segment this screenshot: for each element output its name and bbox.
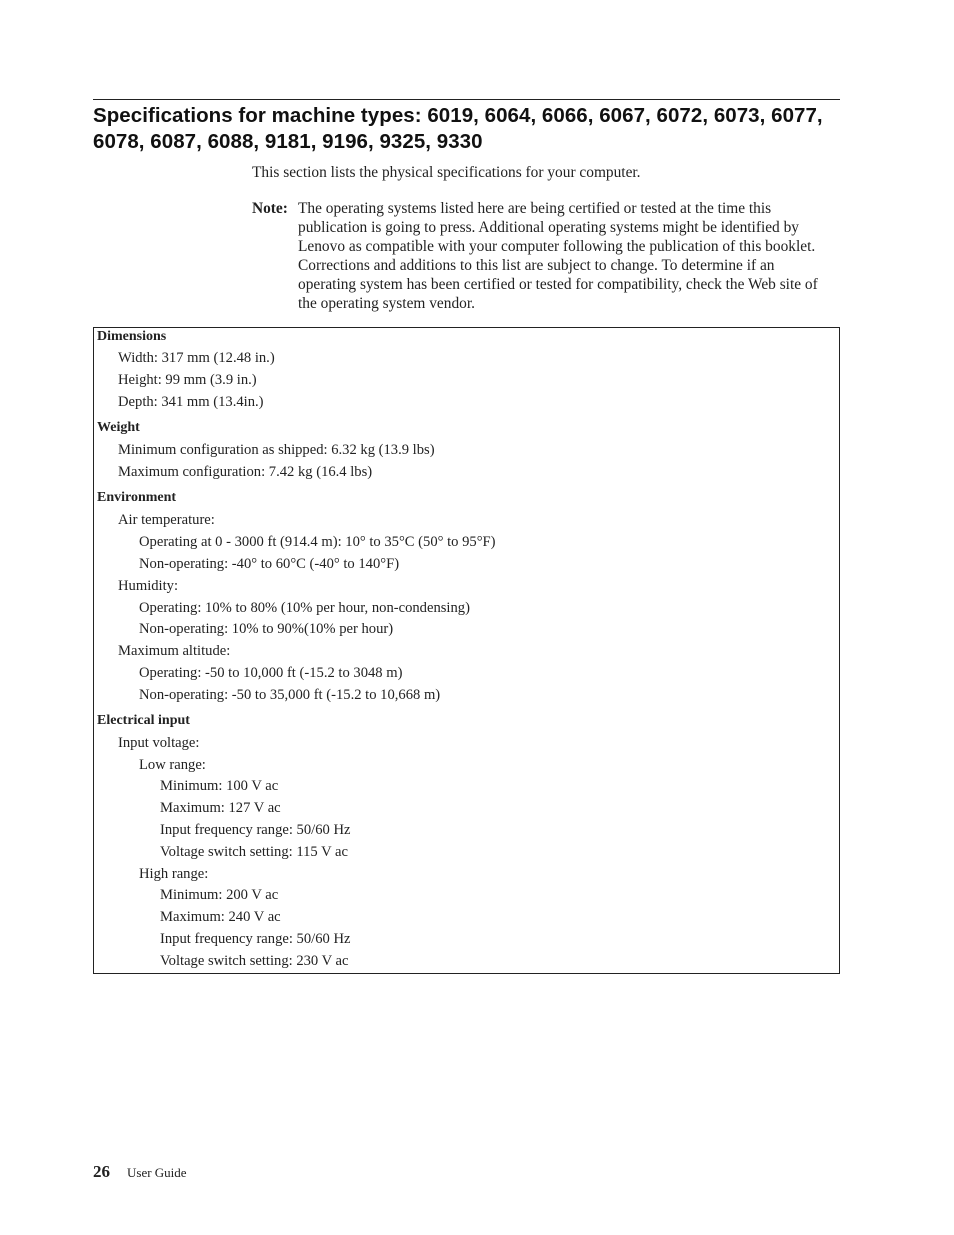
- page-footer: [93, 1162, 187, 1182]
- intro-text: This section lists the physical specifications for your computer.: [252, 164, 641, 181]
- spec-item: Non-operating: 10% to 90%(10% per hour): [139, 621, 394, 637]
- title-rule: [93, 99, 840, 100]
- spec-item: Low range:: [139, 757, 206, 773]
- spec-item: Input frequency range: 50/60 Hz: [160, 822, 351, 838]
- specifications-table: [93, 327, 840, 974]
- spec-section-heading: Weight: [97, 420, 140, 435]
- spec-item: Air temperature:: [118, 512, 215, 528]
- spec-section-heading: Electrical input: [97, 713, 190, 728]
- spec-item: Humidity:: [118, 578, 178, 594]
- note-block: [252, 200, 842, 313]
- spec-section-heading: Environment: [97, 490, 177, 505]
- spec-item: Maximum: 240 V ac: [160, 909, 281, 925]
- spec-item: Maximum: 127 V ac: [160, 800, 281, 816]
- spec-item: Maximum altitude:: [118, 643, 231, 659]
- spec-item: Depth: 341 mm (13.4in.): [118, 394, 264, 410]
- spec-item: Non-operating: -40° to 60°C (-40° to 140°F): [139, 556, 400, 572]
- page-number: 26: [93, 1162, 110, 1181]
- spec-item: Input frequency range: 50/60 Hz: [160, 931, 351, 947]
- spec-item: Operating: 10% to 80% (10% per hour, non-condensing): [139, 600, 470, 616]
- spec-item: Width: 317 mm (12.48 in.): [118, 350, 275, 366]
- spec-item: Non-operating: -50 to 35,000 ft (-15.2 to 10,668 m): [139, 687, 441, 703]
- note-label: Note:: [252, 200, 288, 217]
- note-text: The operating systems listed here are being certified or tested at the time this publication is going to press. Additional operating systems might be identified by Lenovo as compatible with your computer following the publication of this booklet. Corrections and additions to this list are subject to change. To determine if an operating system has been certified or tested for compatibility, check the Web site of the operating system vendor.: [298, 200, 818, 312]
- spec-item: Input voltage:: [118, 735, 200, 751]
- spec-item: Voltage switch setting: 230 V ac: [160, 953, 349, 969]
- spec-item: Operating at 0 - 3000 ft (914.4 m): 10° to 35°C (50° to 95°F): [139, 534, 496, 550]
- spec-item: Minimum: 100 V ac: [160, 778, 279, 794]
- spec-item: Maximum configuration: 7.42 kg (16.4 lbs): [118, 464, 373, 480]
- spec-item: High range:: [139, 866, 209, 882]
- spec-item: Minimum: 200 V ac: [160, 887, 279, 903]
- spec-item: Height: 99 mm (3.9 in.): [118, 372, 257, 388]
- spec-section-heading: Dimensions: [97, 329, 167, 344]
- spec-item: Voltage switch setting: 115 V ac: [160, 844, 348, 860]
- footer-label: User Guide: [127, 1165, 187, 1180]
- spec-item: Operating: -50 to 10,000 ft (-15.2 to 3048 m): [139, 665, 403, 681]
- spec-item: Minimum configuration as shipped: 6.32 kg (13.9 lbs): [118, 442, 435, 458]
- page-title: Specifications for machine types: 6019, 6064, 6066, 6067, 6072, 6073, 6077, 6078, 6087, 6088, 9181, 9196, 9325, 9330: [93, 104, 823, 153]
